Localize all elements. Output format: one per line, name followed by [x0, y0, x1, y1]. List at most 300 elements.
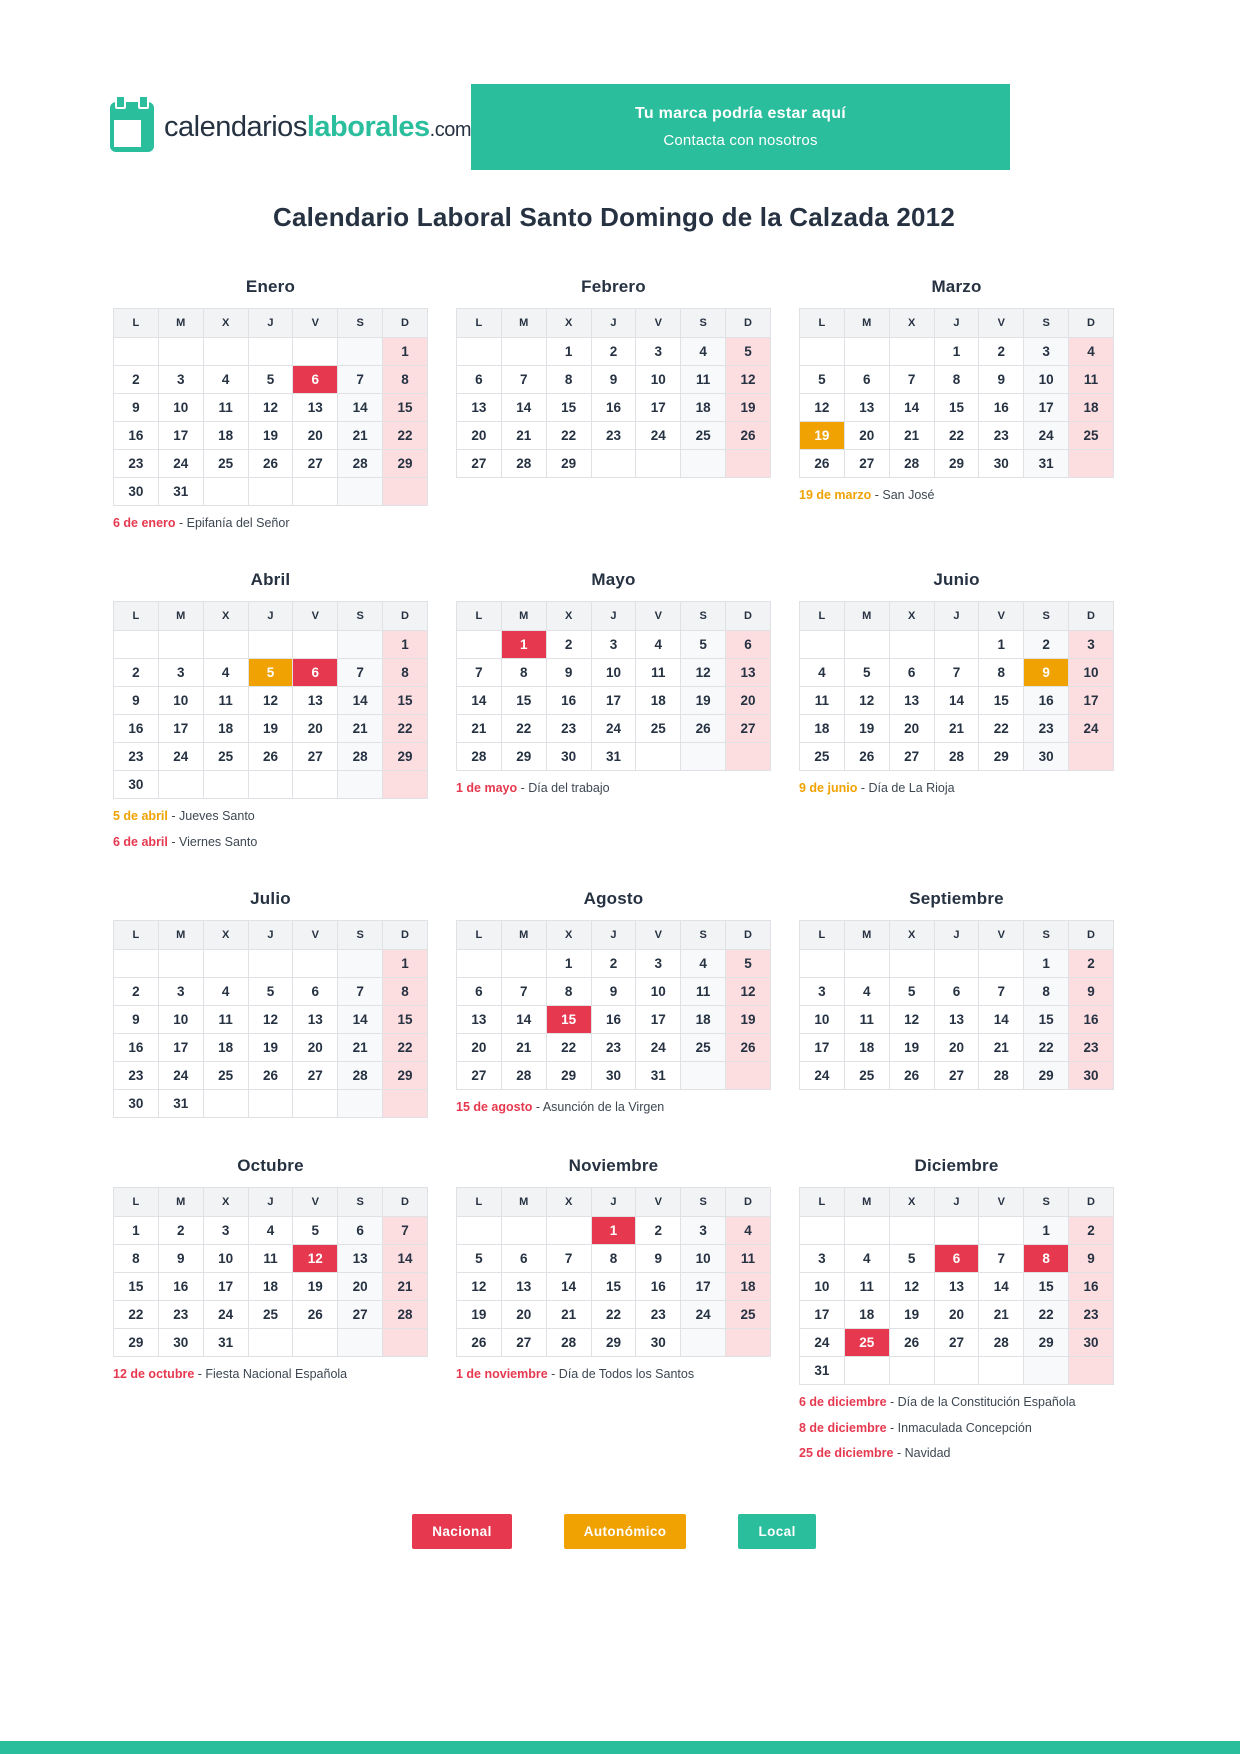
day-cell: 23: [636, 1300, 681, 1328]
day-cell: 15: [979, 686, 1024, 714]
empty-cell: [681, 1328, 726, 1356]
legend-button-nacional[interactable]: Nacional: [412, 1514, 511, 1549]
day-cell: 25: [1069, 422, 1114, 450]
day-header-L: L: [114, 601, 159, 630]
day-header-J: J: [591, 309, 636, 338]
day-header-S: S: [681, 601, 726, 630]
day-cell: 24: [800, 1328, 845, 1356]
day-cell: 4: [1069, 338, 1114, 366]
day-cell: 10: [800, 1272, 845, 1300]
calendar-table: [113, 308, 428, 506]
day-cell: 18: [203, 714, 248, 742]
day-cell: 18: [248, 1272, 293, 1300]
day-cell: 14: [501, 1005, 546, 1033]
day-header-L: L: [114, 309, 159, 338]
holiday-note-text: - San José: [871, 488, 935, 502]
day-header-row: [457, 1187, 771, 1216]
day-cell: 3: [800, 977, 845, 1005]
day-header-M: M: [844, 920, 889, 949]
day-cell: 18: [726, 1272, 771, 1300]
day-cell: 27: [293, 742, 338, 770]
day-header-L: L: [800, 920, 845, 949]
day-header-L: L: [457, 1187, 502, 1216]
day-cell: 22: [546, 1033, 591, 1061]
day-header-M: M: [844, 601, 889, 630]
day-cell: 13: [457, 1005, 502, 1033]
day-cell: 26: [889, 1061, 934, 1089]
day-cell: 22: [934, 422, 979, 450]
week-row: [457, 1272, 771, 1300]
empty-cell: [1069, 742, 1114, 770]
holiday-note-text: - Viernes Santo: [167, 834, 258, 849]
day-cell: 20: [293, 1033, 338, 1061]
footer-bar: [0, 1741, 1240, 1754]
day-cell: 13: [726, 658, 771, 686]
day-cell: 11: [203, 686, 248, 714]
week-row: [114, 714, 428, 742]
holiday-note-date: 6 de enero: [113, 516, 176, 530]
empty-cell: [114, 338, 159, 366]
day-cell: 3: [1024, 338, 1069, 366]
empty-cell: [889, 949, 934, 977]
month-junio: [799, 570, 1114, 797]
day-header-D: D: [383, 309, 428, 338]
day-cell: 21: [979, 1300, 1024, 1328]
day-header-D: D: [383, 1187, 428, 1216]
day-cell: 15: [114, 1272, 159, 1300]
day-cell: 29: [934, 450, 979, 478]
empty-cell: [203, 630, 248, 658]
empty-cell: [726, 1328, 771, 1356]
day-cell: 4: [800, 658, 845, 686]
day-header-row: [114, 1187, 428, 1216]
day-cell: 11: [844, 1005, 889, 1033]
week-row: [800, 742, 1114, 770]
day-header-V: V: [979, 920, 1024, 949]
empty-cell: [158, 630, 203, 658]
day-cell: 10: [203, 1244, 248, 1272]
day-header-S: S: [1024, 920, 1069, 949]
empty-cell: [934, 1216, 979, 1244]
day-cell: 2: [1024, 630, 1069, 658]
day-cell: 25: [636, 714, 681, 742]
ad-banner[interactable]: [471, 84, 1010, 170]
week-row: [114, 1328, 428, 1356]
day-cell: 17: [636, 394, 681, 422]
day-cell: 18: [636, 686, 681, 714]
day-cell: 19: [248, 422, 293, 450]
header: [0, 0, 1240, 170]
week-row: [800, 1216, 1114, 1244]
day-cell: 18: [844, 1300, 889, 1328]
week-row: [457, 686, 771, 714]
day-header-M: M: [158, 309, 203, 338]
day-header-J: J: [248, 920, 293, 949]
day-cell: 27: [293, 450, 338, 478]
week-row: [457, 977, 771, 1005]
day-header-J: J: [934, 1187, 979, 1216]
day-cell: 24: [1024, 422, 1069, 450]
calendar-table: [799, 920, 1114, 1090]
day-cell: 2: [1069, 949, 1114, 977]
week-row: [114, 770, 428, 798]
week-row: [457, 366, 771, 394]
day-cell: 19: [248, 714, 293, 742]
week-row: [114, 1005, 428, 1033]
day-cell: 26: [889, 1328, 934, 1356]
empty-cell: [457, 630, 502, 658]
month-mayo: [456, 570, 771, 797]
day-cell: 7: [546, 1244, 591, 1272]
day-cell: 10: [1024, 366, 1069, 394]
week-row: [457, 1300, 771, 1328]
day-header-row: [114, 920, 428, 949]
week-row: [114, 1244, 428, 1272]
day-cell: 7: [501, 366, 546, 394]
day-cell: 9: [546, 658, 591, 686]
week-row: [457, 714, 771, 742]
day-cell: 8: [501, 658, 546, 686]
day-cell: 7: [979, 1244, 1024, 1272]
week-row: [800, 714, 1114, 742]
day-header-X: X: [546, 601, 591, 630]
day-header-M: M: [844, 309, 889, 338]
day-cell: 28: [979, 1061, 1024, 1089]
day-cell: 9: [114, 394, 159, 422]
day-cell: 17: [1069, 686, 1114, 714]
day-cell: 16: [591, 1005, 636, 1033]
day-cell: 27: [457, 1061, 502, 1089]
day-header-X: X: [546, 309, 591, 338]
ad-banner-line2: Contacta con nosotros: [663, 132, 818, 149]
day-cell: 5: [293, 1216, 338, 1244]
empty-cell: [889, 1356, 934, 1384]
day-cell: 13: [293, 394, 338, 422]
empty-cell: [114, 949, 159, 977]
day-cell: 6: [889, 658, 934, 686]
day-cell: 31: [1024, 450, 1069, 478]
day-cell: 3: [158, 977, 203, 1005]
day-header-V: V: [636, 309, 681, 338]
day-cell: 24: [800, 1061, 845, 1089]
day-header-M: M: [501, 601, 546, 630]
day-header-S: S: [338, 920, 383, 949]
empty-cell: [934, 630, 979, 658]
day-cell: 1: [546, 338, 591, 366]
day-cell: 28: [889, 450, 934, 478]
day-cell: 12: [889, 1005, 934, 1033]
empty-cell: [293, 478, 338, 506]
week-row: [800, 1300, 1114, 1328]
holiday-note: [799, 1394, 1114, 1411]
day-header-V: V: [979, 309, 1024, 338]
week-row: [457, 630, 771, 658]
day-cell: 15: [591, 1272, 636, 1300]
empty-cell: [248, 949, 293, 977]
day-header-L: L: [800, 309, 845, 338]
week-row: [457, 949, 771, 977]
week-row: [800, 338, 1114, 366]
empty-cell: [726, 1061, 771, 1089]
day-cell: 22: [546, 422, 591, 450]
day-cell: 17: [636, 1005, 681, 1033]
month-title: Octubre: [237, 1155, 304, 1175]
empty-cell: [636, 742, 681, 770]
day-cell: 26: [248, 742, 293, 770]
day-cell: 4: [844, 977, 889, 1005]
day-cell: 20: [457, 1033, 502, 1061]
day-cell: 27: [844, 450, 889, 478]
empty-cell: [591, 450, 636, 478]
day-cell: 28: [501, 1061, 546, 1089]
month-enero: [113, 277, 428, 532]
empty-cell: [726, 450, 771, 478]
day-cell: 9: [591, 366, 636, 394]
empty-cell: [889, 338, 934, 366]
day-cell: 17: [158, 422, 203, 450]
day-cell: 30: [114, 770, 159, 798]
holiday-note-date: 5 de abril: [113, 808, 168, 823]
empty-cell: [681, 1061, 726, 1089]
day-cell: 5: [844, 658, 889, 686]
month-title: Septiembre: [909, 888, 1004, 908]
day-cell: 19: [457, 1300, 502, 1328]
empty-cell: [844, 1216, 889, 1244]
empty-cell: [383, 770, 428, 798]
day-cell: 29: [383, 1061, 428, 1089]
day-cell: 6: [501, 1244, 546, 1272]
empty-cell: [844, 1356, 889, 1384]
day-cell: 9: [1069, 1244, 1114, 1272]
month-julio: [113, 889, 428, 1118]
day-cell: 9: [636, 1244, 681, 1272]
day-cell: 6: [457, 977, 502, 1005]
empty-cell: [248, 630, 293, 658]
day-cell: 16: [546, 686, 591, 714]
day-cell: 15: [501, 686, 546, 714]
day-cell: 29: [546, 450, 591, 478]
holiday-note-text: - Fiesta Nacional Española: [194, 1366, 348, 1381]
day-header-M: M: [158, 601, 203, 630]
empty-cell: [681, 742, 726, 770]
day-header-L: L: [114, 1187, 159, 1216]
empty-cell: [934, 949, 979, 977]
empty-cell: [248, 478, 293, 506]
day-cell: 30: [636, 1328, 681, 1356]
empty-cell: [203, 478, 248, 506]
day-header-S: S: [681, 1187, 726, 1216]
day-cell: 2: [591, 949, 636, 977]
day-cell: 4: [681, 338, 726, 366]
day-cell: 26: [293, 1300, 338, 1328]
day-cell: 16: [636, 1272, 681, 1300]
day-cell: 5: [681, 630, 726, 658]
day-cell: 26: [844, 742, 889, 770]
day-cell: 1: [546, 949, 591, 977]
day-cell: 2: [591, 338, 636, 366]
day-header-S: S: [681, 920, 726, 949]
day-cell: 29: [501, 742, 546, 770]
week-row: [114, 1216, 428, 1244]
day-cell: 27: [457, 450, 502, 478]
legend-button-autonomico[interactable]: Autonómico: [564, 1514, 687, 1549]
day-cell: 11: [844, 1272, 889, 1300]
day-cell: 15: [383, 394, 428, 422]
day-cell: 12: [844, 686, 889, 714]
empty-cell: [203, 1089, 248, 1117]
day-cell: 17: [800, 1033, 845, 1061]
day-header-J: J: [248, 309, 293, 338]
day-cell: 21: [546, 1300, 591, 1328]
day-cell: 15: [934, 394, 979, 422]
day-cell: 22: [383, 714, 428, 742]
holiday-note: [799, 487, 1114, 504]
day-cell: 14: [501, 394, 546, 422]
legend-button-local[interactable]: Local: [738, 1514, 815, 1549]
day-cell: 27: [501, 1328, 546, 1356]
empty-cell: [501, 949, 546, 977]
day-cell: 2: [546, 630, 591, 658]
empty-cell: [338, 1328, 383, 1356]
day-header-S: S: [338, 309, 383, 338]
day-cell: 5: [726, 949, 771, 977]
empty-cell: [203, 949, 248, 977]
month-noviembre: [456, 1156, 771, 1383]
day-header-M: M: [501, 920, 546, 949]
day-cell: 1: [979, 630, 1024, 658]
day-cell: 3: [800, 1244, 845, 1272]
day-cell: 8: [383, 658, 428, 686]
day-cell: 16: [591, 394, 636, 422]
day-cell: 26: [681, 714, 726, 742]
day-cell: 3: [203, 1216, 248, 1244]
day-cell: 30: [114, 1089, 159, 1117]
day-cell: 12: [726, 366, 771, 394]
empty-cell: [800, 630, 845, 658]
day-cell: 10: [800, 1005, 845, 1033]
day-header-X: X: [889, 920, 934, 949]
month-title: Junio: [933, 569, 980, 589]
calendar-table: [799, 308, 1114, 478]
day-cell: 15: [383, 686, 428, 714]
day-header-M: M: [501, 309, 546, 338]
day-header-D: D: [1069, 309, 1114, 338]
day-header-X: X: [203, 309, 248, 338]
day-cell: 17: [203, 1272, 248, 1300]
day-cell: 23: [591, 1033, 636, 1061]
empty-cell: [979, 949, 1024, 977]
holiday-note-date: 8 de diciembre: [799, 1420, 887, 1435]
day-cell: 4: [636, 630, 681, 658]
day-cell: 26: [726, 422, 771, 450]
holiday-note-text: - Epifanía del Señor: [175, 516, 290, 530]
day-cell: 29: [383, 450, 428, 478]
ad-banner-line1: Tu marca podría estar aquí: [634, 105, 847, 122]
empty-cell: [889, 630, 934, 658]
day-cell: 25: [203, 742, 248, 770]
day-cell: 7: [979, 977, 1024, 1005]
day-cell: 7: [889, 366, 934, 394]
day-cell: 5: [726, 338, 771, 366]
day-cell: 16: [1069, 1272, 1114, 1300]
month-title: Enero: [245, 277, 296, 296]
day-header-J: J: [591, 920, 636, 949]
week-row: [800, 422, 1114, 450]
empty-cell: [203, 338, 248, 366]
day-cell: 31: [800, 1356, 845, 1384]
holiday-day-cell: 8: [1024, 1244, 1069, 1272]
holiday-note-text: - Inmaculada Concepción: [886, 1420, 1032, 1435]
day-cell: 14: [338, 394, 383, 422]
day-header-V: V: [636, 920, 681, 949]
day-cell: 3: [158, 366, 203, 394]
holiday-note-date: 6 de diciembre: [799, 1394, 887, 1409]
day-header-J: J: [934, 601, 979, 630]
empty-cell: [1069, 1356, 1114, 1384]
day-cell: 22: [383, 422, 428, 450]
holiday-day-cell: 6: [293, 658, 338, 686]
week-row: [457, 658, 771, 686]
day-cell: 9: [114, 686, 159, 714]
week-row: [114, 366, 428, 394]
month-octubre: [113, 1156, 428, 1383]
day-cell: 15: [1024, 1005, 1069, 1033]
day-cell: 8: [546, 977, 591, 1005]
day-cell: 17: [158, 1033, 203, 1061]
day-header-V: V: [636, 601, 681, 630]
day-cell: 4: [203, 977, 248, 1005]
day-header-D: D: [726, 309, 771, 338]
day-cell: 21: [979, 1033, 1024, 1061]
empty-cell: [293, 770, 338, 798]
day-header-D: D: [383, 920, 428, 949]
day-header-D: D: [726, 601, 771, 630]
day-cell: 8: [934, 366, 979, 394]
day-cell: 6: [293, 977, 338, 1005]
week-row: [114, 422, 428, 450]
week-row: [114, 1061, 428, 1089]
week-row: [114, 1272, 428, 1300]
site-logo[interactable]: [110, 102, 471, 152]
day-cell: 27: [338, 1300, 383, 1328]
day-header-M: M: [158, 1187, 203, 1216]
day-cell: 18: [681, 394, 726, 422]
empty-cell: [889, 1216, 934, 1244]
logo-text-laborales: laborales: [306, 110, 430, 143]
day-cell: 26: [248, 450, 293, 478]
week-row: [114, 977, 428, 1005]
day-cell: 5: [248, 366, 293, 394]
day-header-V: V: [293, 309, 338, 338]
day-cell: 29: [1024, 1061, 1069, 1089]
empty-cell: [979, 1216, 1024, 1244]
week-row: [800, 686, 1114, 714]
empty-cell: [800, 338, 845, 366]
day-cell: 30: [1069, 1328, 1114, 1356]
day-header-D: D: [726, 920, 771, 949]
day-cell: 8: [1024, 977, 1069, 1005]
calendar-logo-icon: [110, 102, 154, 152]
day-cell: 24: [1069, 714, 1114, 742]
day-header-L: L: [457, 309, 502, 338]
day-header-L: L: [457, 920, 502, 949]
day-cell: 25: [203, 1061, 248, 1089]
holiday-note-date: 25 de diciembre: [799, 1446, 894, 1461]
day-header-X: X: [203, 920, 248, 949]
day-cell: 23: [1024, 714, 1069, 742]
day-cell: 11: [681, 366, 726, 394]
empty-cell: [293, 1328, 338, 1356]
